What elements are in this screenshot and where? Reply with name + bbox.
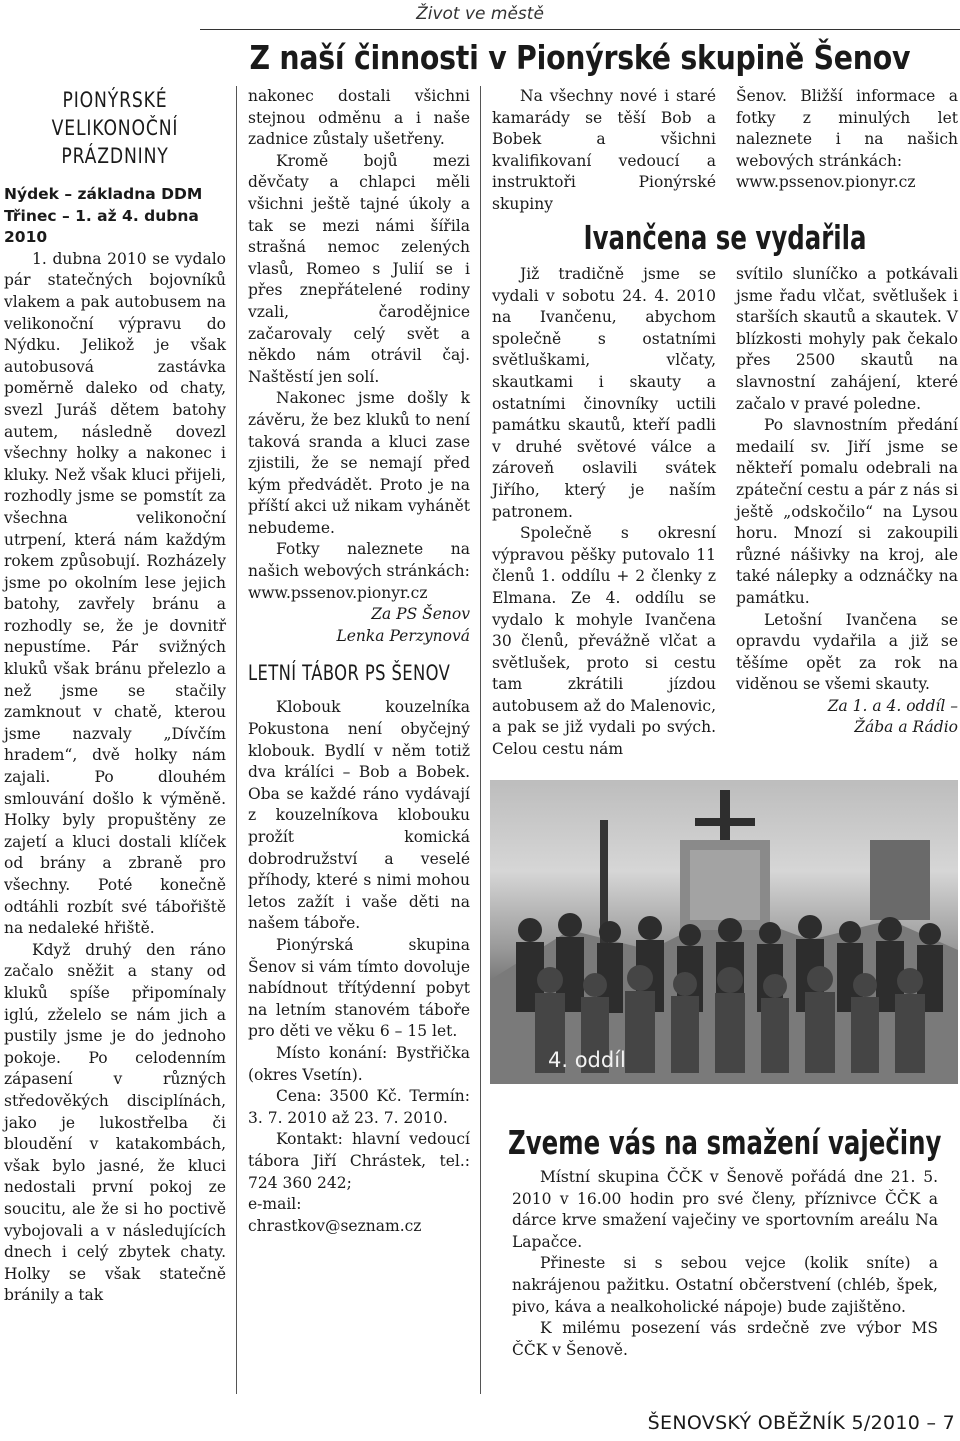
website-link[interactable]: www.pssenov.pionyr.cz (736, 173, 916, 192)
column-2 (248, 86, 470, 1237)
subheading-line: 2010 (4, 228, 48, 247)
section-label: Život ve městě (416, 4, 544, 24)
paragraph: Cena: 3500 Kč. Termín: 3. 7. 2010 až 23. 7. 2010. (248, 1087, 470, 1127)
column-3-top (492, 86, 716, 216)
signature: Za PS Šenov (371, 605, 470, 624)
page-footer: ŠENOVSKÝ OBĚŽNÍK 5/2010 – 7 (647, 1412, 955, 1434)
header-rule (200, 29, 960, 30)
paragraph: K milému posezení vás srdečně zve výbor MS ČČK v Šenově. (512, 1319, 938, 1359)
article-heading (24, 86, 206, 170)
paragraph: Kromě bojů mezi děvčaty a chlapci měli všichni ještě tajné úkoly a tak se mezi námi šířila strašná nemoc zelených vlasů, Romeo s Julií se i přes znepřátelené rodiny vzali, čarodějnice začarovaly celý svět a někdo nám otrávil čaj. Naštěstí jen solí. (248, 151, 470, 386)
paragraph: Na všechny nové i staré kamarády se těší Bob a Bobek a všichni kvalifikovaní vedoucí a instruktoři Pionýrské skupiny (492, 87, 716, 213)
paragraph: svítilo sluníčko a potkávali jsme řadu vlčat, světlušek i starších skautů a skautek. V blízkosti mohyly pak čekalo přes 2500 skautů na slavnostní zahájení, které začalo v pravé poledne. (736, 265, 958, 413)
email-link[interactable]: chrastkov@seznam.cz (248, 1216, 422, 1235)
paragraph: Když druhý den ráno začalo sněžit a stany od kluků spíše připomínaly iglú, zželelo se nám jich a pustily jsme je do jednoho pokoje. Po celodenním zápasení v různých středověkých disciplínách, jako je lukostřelba či bloudění v katakombách, však bylo jasné, že kluci nedostali první pokoj ze soucitu, ale že si ho poctivě vybojovali a v následujících dnech i celý zbytek chaty. Holky se však statečně bránily a tak (4, 940, 226, 1305)
paragraph: Přineste si s sebou vejce (kolik sníte) a nakrájenou pažitku. Ostatní občerstvení (chléb, špek, pivo, káva a nealkoholické nápoje) bude zajištěno. (512, 1254, 938, 1316)
paragraph: Šenov. Bližší informace a fotky z minulých let naleznete i na našich webových stránkách: (736, 87, 958, 170)
paragraph: Fotky naleznete na našich webových stránkách: (248, 540, 470, 581)
website-link[interactable]: www.pssenov.pionyr.cz (248, 583, 428, 602)
paragraph: Místní skupina ČČK v Šenově pořádá dne 21. 5. 2010 v 16.00 hodin pro své členy, příznivce ČČK a dárce krve smažení vaječiny ve sportovním areálu Na Lapačce. (512, 1168, 938, 1251)
zveme-column (512, 1167, 938, 1361)
group-photo (490, 780, 958, 1084)
article-subheading (4, 184, 226, 249)
paragraph: Letošní Ivančena se opravdu vydařila a již se těšíme opět za rok na viděnou se všemi skauty. (736, 610, 958, 694)
heading-line: VELIKONOČNÍ (51, 116, 179, 140)
email-label: e-mail: (248, 1195, 302, 1214)
paragraph: Společně s okresní výpravou pěšky putovalo 11 členů 1. oddílu + 2 členky z Elmana. Ze 4. oddílu se vydalo k mohyle Ivančena 30 členů, převážně vlčat a světlušek, proto si cestu tam zkrátili jízdou autobusem až do Malenovic, a pak se již vydali po svých. Celou cestu nám (492, 524, 716, 759)
paragraph: nakonec dostali všichni stejnou odměnu a i naše zadnice zůstaly ušetřeny. (248, 87, 470, 149)
paragraph: 1. dubna 2010 se vydalo pár statečných bojovníků vlakem a pak autobusem na velikonoční výpravu do Nýdku. Jelikož je však autobusová zastávka poměrně daleko od chaty, svezl Juráš dětem batohy autem, následně dovezl všechny holky a nakonec i kluky. Než však kluci přijeli, rozhodly jsme se pomstít za všechna velikonoční utrpení, která nám každým rokem způsobují. Rozházely jsme po okolním lese jejich batohy, zavřely bránu a rozhodly se, že je dovnitř nepustíme. Pár svižných kluků však bránu přelezlo a než jsme se stačily zamknout v chatě, kterou jsme nazvaly „Dívčím hradem“, dvě holky nám zajali. Po dlouhém smlouvání došlo k výměně. Holky byly propuštěny ze zajetí a kluci dostali klíček od brány a zbraně pro všechny. Poté konečně odtáhli rozbít své tábořiště na nedaleké hřiště. (4, 249, 226, 938)
subheading-line: Třinec – 1. až 4. dubna (4, 206, 199, 225)
photo-illustration (490, 780, 958, 1084)
heading-line: PRÁZDNINY (61, 144, 169, 168)
article-title: Zveme vás na smažení vaječiny (508, 1123, 942, 1162)
paragraph: Kontakt: hlavní vedoucí tábora Jiří Chrástek, tel.: 724 360 242; (248, 1130, 470, 1192)
article-title: Ivančena se vydařila (583, 218, 867, 257)
photo-caption: 4. oddíl (548, 1048, 626, 1072)
signature: Lenka Perzynová (336, 626, 470, 645)
paragraph: Klobouk kouzelníka Pokustona není obyčejný klobouk. Bydlí v něm totiž dva králíci – Bob a Bobek. Oba se každé ráno vydávají z kouzelníkova klobouku prožít komická dobrodružství a veselé příhody, které s nimi mohou letos zažít i vaše děti na našem táboře. (248, 698, 470, 933)
paragraph: Po slavnostním předání medailí sv. Jiří jsme se někteří pomalu odebrali na zpáteční cestu a pár z nás si ještě „odskočilo“ na Lysou horu. Mnozí si zakoupili různé nášivky na kroj, ale také nálepky a odznáčky na památku. (736, 416, 959, 607)
signature: Za 1. a 4. oddíl – (827, 696, 958, 715)
ivancena-column-left (492, 264, 716, 761)
paragraph: Místo konání: Bystřička (okres Vsetín). (248, 1043, 470, 1084)
column-4-top (736, 86, 958, 194)
column-1 (4, 86, 226, 1307)
page-title: Z naší činnosti v Pionýrské skupině Šenov (249, 38, 911, 77)
section-heading: LETNÍ TÁBOR PS ŠENOV (248, 661, 451, 686)
signature: Žába a Rádio (854, 718, 958, 737)
subheading-line: Nýdek – základna DDM (4, 185, 203, 203)
paragraph: Již tradičně jsme se vydali v sobotu 24. 4. 2010 na Ivančenu, abychom společně s ostatními světluškami, vlčaty, skautkami i skauty a ostatními činovníky uctili památku skautů, kteří padli v druhé světové válce a zároveň oslavili svátek Jiřího, který je naším patronem. (492, 265, 716, 521)
heading-line: PIONÝRSKÉ (62, 88, 168, 112)
paragraph: Pionýrská skupina Šenov si vám tímto dovoluje nabídnout třítýdenní pobyt na letním stanovém táboře pro děti ve věku 6 – 15 let. (248, 935, 470, 1041)
column-divider (236, 86, 237, 1394)
paragraph: Nakonec jsme došly k závěru, že bez kluků to není taková sranda a kluci zase zjistili, že se nemají před kým předvádět. Proto je na příští akci už nikam vyhánět nebudeme. (248, 389, 470, 537)
ivancena-column-right (736, 264, 958, 739)
column-divider (480, 86, 481, 1394)
